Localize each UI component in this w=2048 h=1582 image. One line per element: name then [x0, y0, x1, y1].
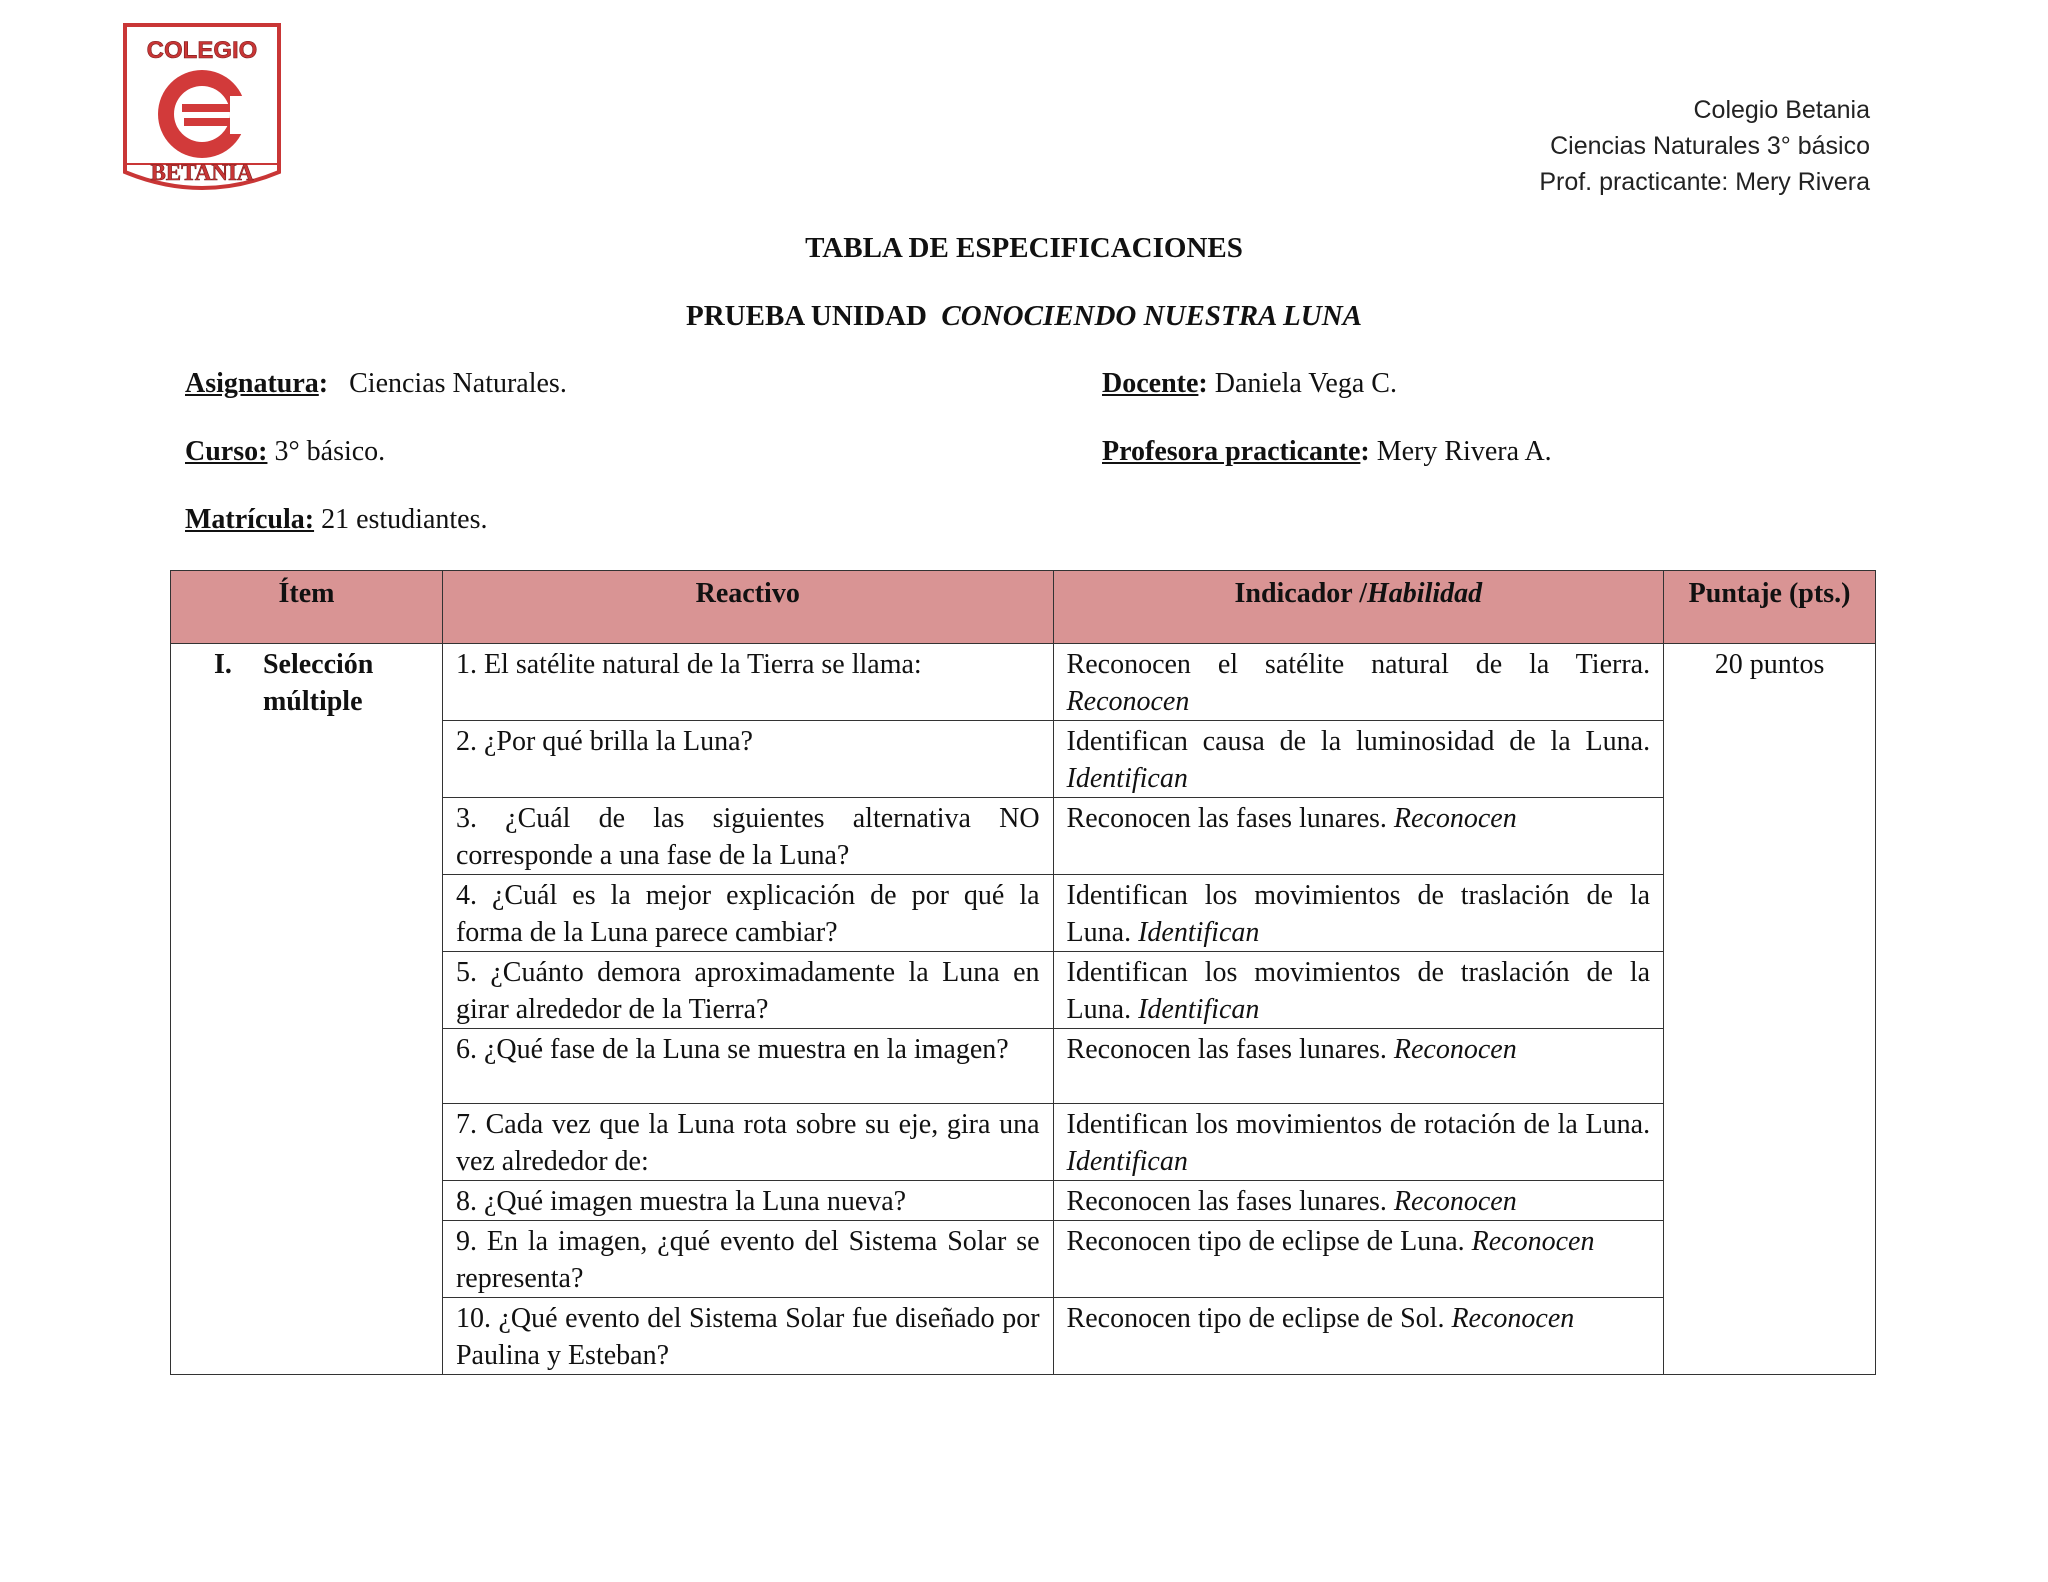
- field-matricula: [185, 504, 487, 536]
- skill-text: Reconocen: [1393, 803, 1517, 834]
- indicador-cell: [1053, 1298, 1664, 1375]
- school-name: Colegio Betania: [1693, 96, 1870, 124]
- indicador-text: Reconocen tipo de eclipse de Sol.: [1066, 1303, 1445, 1334]
- indicador-cell: [1053, 798, 1664, 875]
- asignatura-label: Asignatura: [185, 368, 319, 399]
- svg-text:BETANIA: BETANIA: [150, 160, 254, 185]
- school-header: [1539, 92, 1870, 200]
- reactivo-cell: 10. ¿Qué evento del Sistema Solar fue diseñado por Paulina y Esteban?: [442, 1298, 1053, 1375]
- skill-text: Identifican: [1066, 763, 1188, 794]
- curso-label: Curso:: [185, 436, 268, 467]
- indicador-text: Reconocen las fases lunares.: [1066, 803, 1387, 834]
- reactivo-cell: 6. ¿Qué fase de la Luna se muestra en la imagen?: [442, 1029, 1053, 1104]
- section-cell: [171, 644, 443, 1375]
- indicador-text: Reconocen las fases lunares.: [1066, 1186, 1387, 1217]
- indicador-cell: [1053, 1104, 1664, 1181]
- indicador-cell: [1053, 952, 1664, 1029]
- indicador-text: Identifican los movimientos de rotación de la Luna.: [1066, 1109, 1651, 1140]
- skill-text: Identifican: [1066, 1146, 1188, 1177]
- puntaje-cell: 20 puntos: [1664, 644, 1876, 1375]
- subtitle-prefix: PRUEBA UNIDAD: [686, 300, 927, 332]
- indicador-cell: [1053, 875, 1664, 952]
- reactivo-cell: 1. El satélite natural de la Tierra se llama:: [442, 644, 1053, 721]
- subtitle-unit-name: CONOCIENDO NUESTRA LUNA: [941, 300, 1362, 332]
- skill-text: Reconocen: [1451, 1303, 1575, 1334]
- docente-label: Docente: [1102, 368, 1199, 399]
- table-row: [171, 644, 1876, 721]
- skill-text: Reconocen: [1393, 1186, 1517, 1217]
- header-item: Ítem: [171, 571, 443, 644]
- reactivo-cell: 3. ¿Cuál de las siguientes alternativa NO corresponde a una fase de la Luna?: [442, 798, 1053, 875]
- course-line: Ciencias Naturales 3° básico: [1550, 132, 1870, 160]
- field-asignatura: Asignatura: Ciencias Naturales.: [185, 368, 567, 399]
- docente-value: Daniela Vega C.: [1214, 368, 1397, 399]
- specification-table: [170, 570, 1876, 1375]
- header-reactivo: Reactivo: [442, 571, 1053, 644]
- skill-text: Reconocen: [1066, 686, 1190, 717]
- reactivo-cell: 9. En la imagen, ¿qué evento del Sistema Solar se representa?: [442, 1221, 1053, 1298]
- matricula-value: 21 estudiantes.: [321, 504, 488, 535]
- table-header-row: [171, 571, 1876, 644]
- skill-text: Identifican: [1138, 994, 1260, 1025]
- indicador-text: Identifican los movimientos de traslación de la Luna.: [1066, 957, 1651, 1025]
- curso-value: 3° básico.: [274, 436, 386, 467]
- header-puntaje: Puntaje (pts.): [1664, 571, 1876, 644]
- indicador-cell: [1053, 644, 1664, 721]
- section-label: Selección múltiple: [262, 649, 374, 717]
- school-logo: [122, 22, 282, 198]
- indicador-text: Reconocen tipo de eclipse de Luna.: [1066, 1226, 1465, 1257]
- field-docente: Docente: Daniela Vega C.: [1102, 368, 1397, 399]
- reactivo-cell: 5. ¿Cuánto demora aproximadamente la Luna en girar alrededor de la Tierra?: [442, 952, 1053, 1029]
- document-subtitle: [0, 300, 2048, 333]
- reactivo-cell: 7. Cada vez que la Luna rota sobre su eje, gira una vez alrededor de:: [442, 1104, 1053, 1181]
- indicador-cell: [1053, 721, 1664, 798]
- indicador-cell: [1053, 1029, 1664, 1104]
- skill-text: Reconocen: [1393, 1034, 1517, 1065]
- teacher-line: Prof. practicante: Mery Rivera: [1539, 168, 1870, 196]
- asignatura-value: Ciencias Naturales.: [349, 368, 567, 399]
- reactivo-cell: 2. ¿Por qué brilla la Luna?: [442, 721, 1053, 798]
- document-title: TABLA DE ESPECIFICACIONES: [805, 232, 1243, 264]
- section-number: I.: [214, 649, 232, 680]
- svg-text:COLEGIO: COLEGIO: [146, 37, 258, 64]
- indicador-text: Identifican los movimientos de traslación de la Luna.: [1066, 880, 1651, 948]
- indicador-cell: [1053, 1221, 1664, 1298]
- indicador-text: Reconocen el satélite natural de la Tierra.: [1066, 649, 1651, 680]
- practicante-value: Mery Rivera A.: [1376, 436, 1552, 467]
- skill-text: Reconocen: [1471, 1226, 1595, 1257]
- reactivo-cell: 8. ¿Qué imagen muestra la Luna nueva?: [442, 1181, 1053, 1221]
- header-habilidad-label: Habilidad: [1367, 578, 1483, 609]
- field-practicante: Profesora practicante: Mery Rivera A.: [1102, 436, 1552, 467]
- header-indicador: [1053, 571, 1664, 644]
- skill-text: Identifican: [1138, 917, 1260, 948]
- indicador-text: Reconocen las fases lunares.: [1066, 1034, 1387, 1065]
- indicador-text: Identifican causa de la luminosidad de la Luna.: [1066, 726, 1651, 757]
- header-indicador-label: Indicador /: [1234, 578, 1368, 609]
- field-curso: [185, 436, 385, 468]
- indicador-cell: [1053, 1181, 1664, 1221]
- reactivo-cell: 4. ¿Cuál es la mejor explicación de por qué la forma de la Luna parece cambiar?: [442, 875, 1053, 952]
- matricula-label: Matrícula:: [185, 504, 315, 535]
- practicante-label: Profesora practicante: [1102, 436, 1361, 467]
